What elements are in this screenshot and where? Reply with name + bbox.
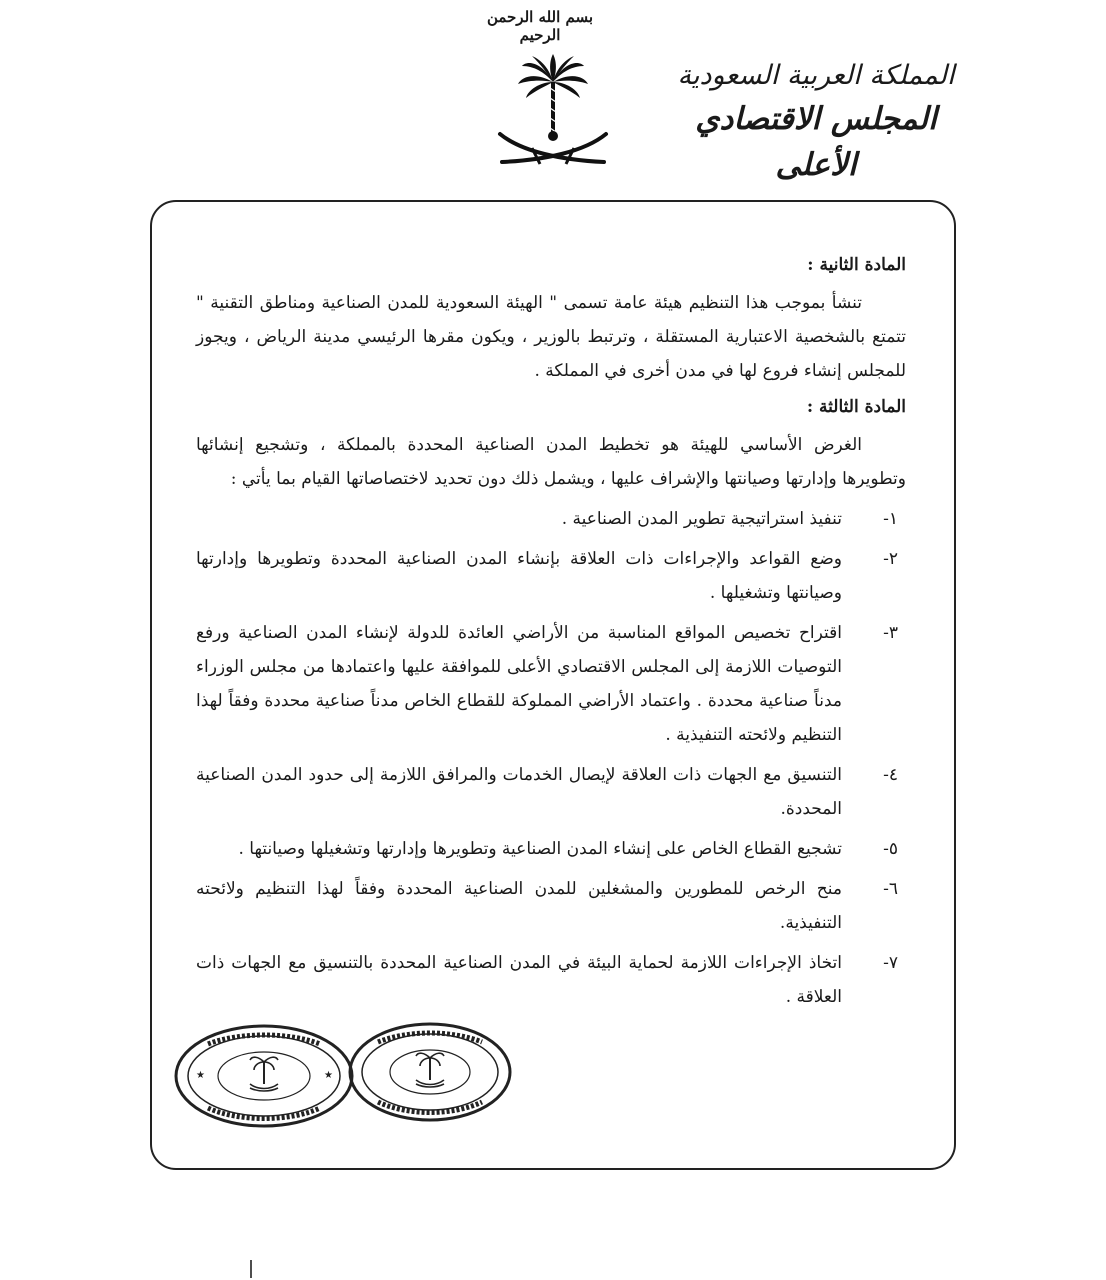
item-text: اقتراح تخصيص المواقع المناسبة من الأراضي العائدة للدولة لإنشاء المدن الصناعية ورفع التوصيات اللازمة إلى المجلس الاقتصادي الأعلى للموافقة عليها واعتمادها من مجلس الوزراء مدناً صناعية محددة . واعتماد الأراضي المملوكة للقطاع الخاص مدناً صناعية محددة وفقاً لهذا التنظيم ولائحته التنفيذية . xyxy=(196,623,842,745)
list-item xyxy=(196,832,906,866)
svg-text:★: ★ xyxy=(324,1070,333,1081)
article3-heading: المادة الثالثة : xyxy=(806,397,906,417)
article2-paragraph: تنشأ بموجب هذا التنظيم هيئة عامة تسمى " الهيئة السعودية للمدن الصناعية ومناطق التقنية " تتمتع بالشخصية الاعتبارية المستقلة ، وترتبط بالوزير ، ويكون مقرها الرئيسي مدينة الرياض ، ويجوز للمجلس إنشاء فروع لها في مدن أخرى في المملكة . xyxy=(196,293,906,381)
list-item xyxy=(196,542,906,610)
list-item xyxy=(196,872,906,940)
stamp-council-of-ministers-icon xyxy=(350,1024,510,1120)
item-number: ٣- xyxy=(883,623,898,643)
page-mark-icon xyxy=(248,1258,254,1280)
item-number: ١- xyxy=(883,509,898,529)
basmala: بسم الله الرحمن الرحيم xyxy=(486,8,594,44)
official-stamps xyxy=(168,1018,528,1138)
document-body xyxy=(196,248,906,1016)
item-text: تنفيذ استراتيجية تطوير المدن الصناعية . xyxy=(561,509,842,529)
item-text: وضع القواعد والإجراءات ذات العلاقة بإنشاء المدن الصناعية المحددة وتطويرها وإدارتها وصيانتها وتشغيلها . xyxy=(196,549,842,603)
item-text: التنسيق مع الجهات ذات العلاقة لإيصال الخدمات والمرافق اللازمة إلى حدود المدن الصناعية المحددة. xyxy=(196,765,842,819)
item-number: ٤- xyxy=(883,765,898,785)
list-item xyxy=(196,758,906,826)
svg-text:★: ★ xyxy=(196,1070,205,1081)
stamp-economic-council-icon xyxy=(176,1026,352,1126)
item-text: منح الرخص للمطورين والمشغلين للمدن الصناعية المحددة وفقاً لهذا التنظيم ولائحته التنفيذية. xyxy=(196,879,842,933)
item-text: تشجيع القطاع الخاص على إنشاء المدن الصناعية وتطويرها وإدارتها وتشغيلها وصيانتها . xyxy=(238,839,842,859)
kingdom-name: المملكة العربية السعودية xyxy=(677,60,955,91)
item-number: ٢- xyxy=(883,549,898,569)
article2-heading: المادة الثانية : xyxy=(807,255,906,275)
list-item xyxy=(196,616,906,752)
list-item xyxy=(196,502,906,536)
item-number: ٥- xyxy=(883,839,898,859)
item-number: ٦- xyxy=(883,879,898,899)
list-item xyxy=(196,946,906,1014)
council-name: المجلس الاقتصادي الأعلى xyxy=(695,101,937,183)
letterhead xyxy=(666,56,966,188)
item-number: ٧- xyxy=(883,953,898,973)
article3-intro: الغرض الأساسي للهيئة هو تخطيط المدن الصناعية المحددة بالمملكة ، وتشجيع إنشائها وتطويرها وإدارتها وصيانتها والإشراف عليها ، ويشمل ذلك دون تحديد لاختصاصاتها القيام بما يأتي : xyxy=(196,435,906,489)
saudi-emblem-icon xyxy=(492,52,614,176)
item-text: اتخاذ الإجراءات اللازمة لحماية البيئة في المدن الصناعية المحددة بالتنسيق مع الجهات ذات العلاقة . xyxy=(196,953,842,1007)
